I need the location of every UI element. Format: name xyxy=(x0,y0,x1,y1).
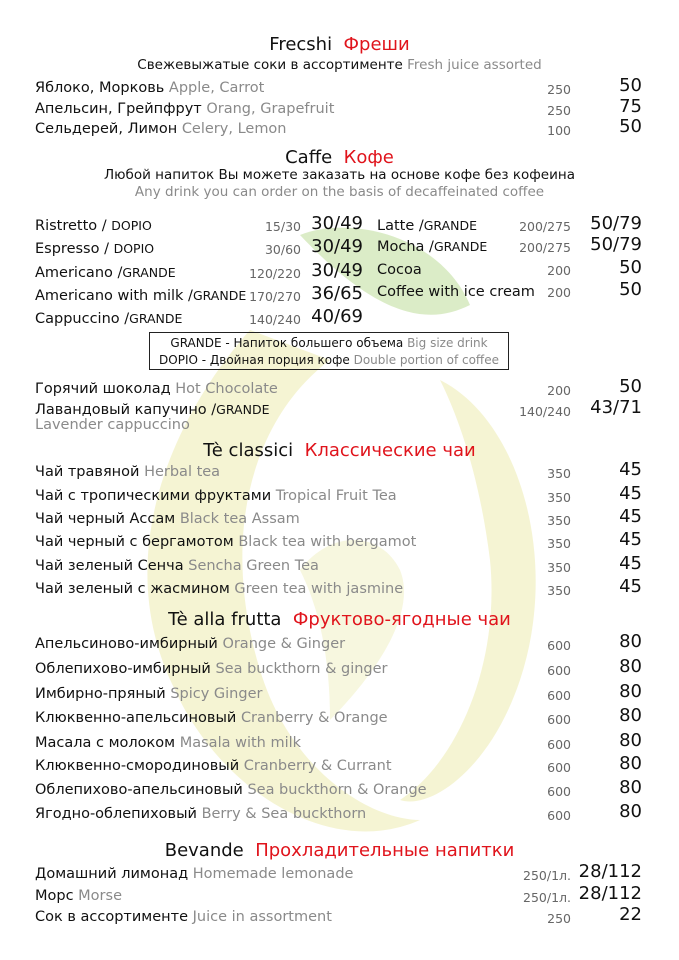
fresh-item-volume: 250 xyxy=(547,103,571,118)
item-name-en: Sea buckthorn & Orange xyxy=(247,782,427,798)
tea-item-price: 45 xyxy=(619,529,642,550)
section-title-it: Frecshi xyxy=(269,34,333,55)
fresh-item-name xyxy=(35,99,334,119)
coffee-size-suffix: GRANDE xyxy=(129,311,183,326)
fresh-item-price: 50 xyxy=(619,75,642,96)
coffee-name: Coffee with ice cream xyxy=(377,284,535,300)
item-name-ru: Клюквенно-смородиновый xyxy=(35,758,240,774)
item-name-ru: Чай с тропическими фруктами xyxy=(35,488,272,504)
fruit-item-name xyxy=(35,659,388,679)
fruit-item-volume: 600 xyxy=(547,688,571,703)
drinks-item-volume: 250/1л. xyxy=(523,868,571,883)
drinks-item-name xyxy=(35,864,353,884)
coffee_right-item-volume: 200/275 xyxy=(519,219,571,234)
tea-item-volume: 350 xyxy=(547,490,571,505)
legend-grande-en: Big size drink xyxy=(407,336,488,350)
section-title-ru: Классические чаи xyxy=(304,440,476,461)
tea-item-name xyxy=(35,532,416,552)
legend-dopio-en: Double portion of coffee xyxy=(353,353,499,367)
coffee_left-item-price: 30/49 xyxy=(311,236,363,257)
lavender-cappuccino-en: Lavender cappuccino xyxy=(35,417,190,433)
note-en: Fresh juice assorted xyxy=(407,57,542,73)
drinks-item-name xyxy=(35,907,332,927)
coffee_right-item-name xyxy=(377,282,535,302)
fruit-item-volume: 600 xyxy=(547,663,571,678)
tea-item-price: 45 xyxy=(619,506,642,527)
coffee_right-item-volume: 200 xyxy=(547,263,571,278)
item-name-en: Black tea Assam xyxy=(179,511,300,527)
item-name-ru: Чай зеленый с жасмином xyxy=(35,581,230,597)
fresh-item-volume: 100 xyxy=(547,123,571,138)
tea-item-volume: 350 xyxy=(547,466,571,481)
coffee_left-item-volume: 30/60 xyxy=(264,242,301,257)
item-name-en: Apple, Carrot xyxy=(168,80,265,96)
fruit-item-name xyxy=(35,733,301,753)
coffee-size-suffix: GRANDE xyxy=(122,265,176,280)
fruit-item-name xyxy=(35,684,262,704)
fruit-item-price: 80 xyxy=(619,801,642,822)
item-name-en: Hot Chocolate xyxy=(175,381,278,397)
section-title-bevande xyxy=(0,840,679,862)
tea-item-name xyxy=(35,509,300,529)
section-title-ru: Фруктово-ягодные чаи xyxy=(292,609,511,630)
coffee_left-item-volume: 170/270 xyxy=(249,289,301,304)
fresh-item-name xyxy=(35,78,264,98)
item-name-ru: Чай черный Ассам xyxy=(35,511,176,527)
item-name-en: Morse xyxy=(78,888,122,904)
coffee-name: Americano / xyxy=(35,265,123,281)
item-name-en: Cranberry & Currant xyxy=(243,758,392,774)
hot-item-price: 43/71 xyxy=(590,397,642,418)
coffee-size-suffix: GRANDE xyxy=(433,239,488,254)
section-title-it: Tè classici xyxy=(203,440,294,461)
item-name-en: Cranberry & Orange xyxy=(240,710,388,726)
section-title-te-frutta xyxy=(0,609,679,631)
coffee-size-suffix: DOPIO xyxy=(111,218,152,233)
section-title-te-classici xyxy=(0,440,679,462)
coffee_right-item-name xyxy=(377,237,487,257)
coffee_right-item-price: 50/79 xyxy=(590,234,642,255)
section-title-ru: Кофе xyxy=(343,147,394,168)
item-name-en: Orang, Grapefruit xyxy=(206,101,335,117)
item-name-ru: Сельдерей, Лимон xyxy=(35,121,178,137)
coffee_left-item-name xyxy=(35,309,182,329)
fruit-item-volume: 600 xyxy=(547,737,571,752)
tea-item-name xyxy=(35,462,220,482)
item-name-ru: Чай травяной xyxy=(35,464,140,480)
coffee_right-item-name xyxy=(377,216,477,236)
fruit-item-volume: 600 xyxy=(547,638,571,653)
item-name-en: Tropical Fruit Tea xyxy=(275,488,397,504)
item-name-ru: Апельсиново-имбирный xyxy=(35,636,218,652)
hot-item-price: 50 xyxy=(619,376,642,397)
drinks-item-price: 28/112 xyxy=(578,861,642,882)
section-title-caffe xyxy=(0,147,679,169)
item-name-ru: Чай зеленый Сенча xyxy=(35,558,184,574)
drinks-item-volume: 250/1л. xyxy=(523,890,571,905)
legend-grande-ru: GRANDE - Напиток большего объема xyxy=(170,336,404,350)
legend-dopio-ru: DOPIO - Двойная порция кофе xyxy=(159,353,350,367)
coffee-name: Ristretto / xyxy=(35,218,112,234)
fruit-item-price: 80 xyxy=(619,631,642,652)
fruit-item-name xyxy=(35,804,366,824)
coffee_left-item-name xyxy=(35,286,246,306)
section-title-frecshi xyxy=(0,34,679,56)
coffee-size-suffix: GRANDE xyxy=(423,218,478,233)
tea-item-price: 45 xyxy=(619,459,642,480)
hot-item-volume: 200 xyxy=(547,383,571,398)
item-name-ru: Чай черный с бергамотом xyxy=(35,534,234,550)
coffee-name: Mocha / xyxy=(377,239,434,255)
item-name-en: Masala with milk xyxy=(179,735,302,751)
drinks-item-price: 28/112 xyxy=(578,883,642,904)
tea-item-name xyxy=(35,486,397,506)
fresh-item-price: 50 xyxy=(619,116,642,137)
item-name-ru: Яблоко, Морковь xyxy=(35,80,165,96)
item-name-en: Sencha Green Tea xyxy=(188,558,319,574)
item-name-en: Homemade lemonade xyxy=(192,866,354,882)
coffee-size-suffix: DOPIO xyxy=(113,241,155,256)
tea-item-volume: 350 xyxy=(547,583,571,598)
coffee_left-item-name xyxy=(35,239,154,259)
tea-item-price: 45 xyxy=(619,553,642,574)
coffee_left-item-price: 30/49 xyxy=(311,260,363,281)
item-name-en: Berry & Sea buckthorn xyxy=(201,806,367,822)
item-name-ru: Имбирно-пряный xyxy=(35,686,166,702)
fruit-item-name xyxy=(35,634,345,654)
coffee_left-item-volume: 120/220 xyxy=(249,266,301,281)
fresh-item-price: 75 xyxy=(619,96,642,117)
hot-item-volume: 140/240 xyxy=(519,404,571,419)
coffee_left-item-price: 40/69 xyxy=(311,306,363,327)
coffee_right-item-price: 50 xyxy=(619,279,642,300)
fruit-item-price: 80 xyxy=(619,705,642,726)
coffee-name: Cocoa xyxy=(377,262,422,278)
item-name-en: Juice in assortment xyxy=(192,909,332,925)
drinks-item-name xyxy=(35,886,122,906)
drinks-item-volume: 250 xyxy=(547,911,571,926)
item-name-en: Spicy Ginger xyxy=(170,686,263,702)
note-ru: Свежевыжатые соки в ассортименте xyxy=(137,57,403,73)
hot-item-name xyxy=(35,379,278,399)
fruit-item-price: 80 xyxy=(619,753,642,774)
coffee_left-item-name xyxy=(35,216,152,236)
fruit-item-price: 80 xyxy=(619,656,642,677)
fruit-item-volume: 600 xyxy=(547,784,571,799)
tea-item-price: 45 xyxy=(619,483,642,504)
fruit-item-name xyxy=(35,780,427,800)
frecshi-note xyxy=(0,57,679,74)
coffee-size-suffix: GRANDE xyxy=(192,288,247,303)
item-name-en: Black tea with bergamot xyxy=(238,534,417,550)
coffee_right-item-volume: 200 xyxy=(547,285,571,300)
coffee-name: Espresso / xyxy=(35,241,114,257)
fruit-item-name xyxy=(35,756,392,776)
section-title-it: Caffe xyxy=(285,147,333,168)
fruit-item-price: 80 xyxy=(619,777,642,798)
fruit-item-volume: 600 xyxy=(547,760,571,775)
coffee-name: Americano with milk / xyxy=(35,288,193,304)
item-name-en: Sea buckthorn & ginger xyxy=(215,661,388,677)
item-name-ru: Домашний лимонад xyxy=(35,866,189,882)
section-title-ru: Прохладительные напитки xyxy=(255,840,515,861)
item-name-ru: Морс xyxy=(35,888,74,904)
item-name-ru: Апельсин, Грейпфрут xyxy=(35,101,202,117)
coffee_left-item-price: 36/65 xyxy=(311,283,363,304)
section-title-ru: Фреши xyxy=(343,34,410,55)
item-name-ru: Горячий шоколад xyxy=(35,381,171,397)
tea-item-name xyxy=(35,579,403,599)
caffe-note-ru: Любой напиток Вы можете заказать на основе кофе без кофеина xyxy=(104,167,575,183)
item-name-ru: Ягодно-облепиховый xyxy=(35,806,197,822)
coffee_right-item-price: 50/79 xyxy=(590,213,642,234)
item-name-ru: Облепихово-имбирный xyxy=(35,661,211,677)
coffee_left-item-volume: 15/30 xyxy=(264,219,301,234)
coffee_right-item-price: 50 xyxy=(619,257,642,278)
item-name-en: Green tea with jasmine xyxy=(234,581,404,597)
coffee-name: Latte / xyxy=(377,218,424,234)
item-name-ru: Сок в ассортименте xyxy=(35,909,189,925)
item-size-suffix: GRANDE xyxy=(216,402,270,417)
section-title-it: Bevande xyxy=(164,840,244,861)
fruit-item-price: 80 xyxy=(619,730,642,751)
item-name-en: Orange & Ginger xyxy=(222,636,346,652)
coffee_right-item-name xyxy=(377,260,422,280)
coffee_left-item-price: 30/49 xyxy=(311,213,363,234)
item-name-ru: Масала с молоком xyxy=(35,735,176,751)
fresh-item-volume: 250 xyxy=(547,82,571,97)
fruit-item-name xyxy=(35,708,388,728)
tea-item-volume: 350 xyxy=(547,513,571,528)
item-name-en: Celery, Lemon xyxy=(181,121,287,137)
tea-item-price: 45 xyxy=(619,576,642,597)
item-name-ru: Лавандовый капучино / xyxy=(35,402,217,418)
coffee_left-item-name xyxy=(35,263,176,283)
item-name-en: Herbal tea xyxy=(144,464,221,480)
size-legend xyxy=(149,332,509,370)
fruit-item-price: 80 xyxy=(619,681,642,702)
coffee_left-item-volume: 140/240 xyxy=(249,312,301,327)
fresh-item-name xyxy=(35,119,287,139)
fruit-item-volume: 600 xyxy=(547,808,571,823)
section-title-it: Tè alla frutta xyxy=(168,609,282,630)
caffe-note-en: Any drink you can order on the basis of decaffeinated coffee xyxy=(134,184,545,200)
tea-item-volume: 350 xyxy=(547,560,571,575)
tea-item-volume: 350 xyxy=(547,536,571,551)
coffee-name: Cappuccino / xyxy=(35,311,130,327)
fruit-item-volume: 600 xyxy=(547,712,571,727)
tea-item-name xyxy=(35,556,319,576)
item-name-ru: Облепихово-апельсиновый xyxy=(35,782,243,798)
drinks-item-price: 22 xyxy=(619,904,642,925)
item-name-ru: Клюквенно-апельсиновый xyxy=(35,710,237,726)
coffee_right-item-volume: 200/275 xyxy=(519,240,571,255)
